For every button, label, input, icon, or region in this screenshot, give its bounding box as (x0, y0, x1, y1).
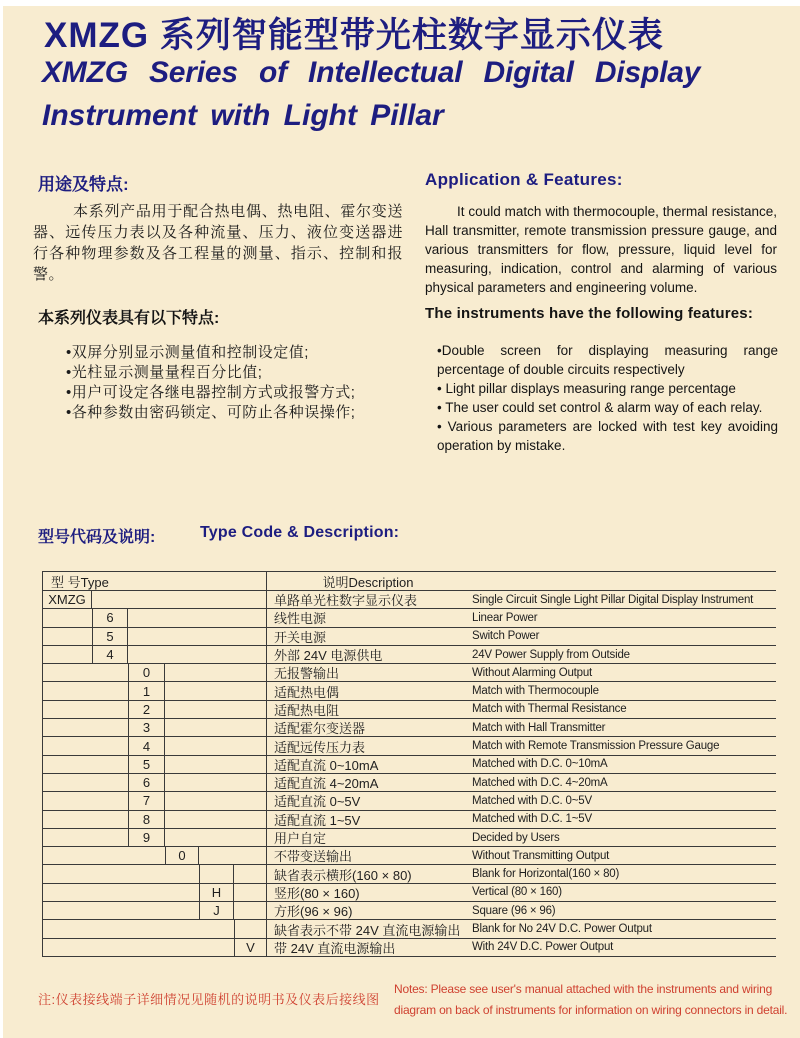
type-code-spacer (92, 884, 128, 901)
type-code-heading-chinese: 型号代码及说明: (38, 529, 156, 546)
type-code-spacer (234, 884, 266, 901)
description-cn-cell: 外部 24V 电源供电 (266, 646, 469, 663)
feature-item: •双屏分别显示测量值和控制设定值; (66, 344, 309, 361)
description-en-cell: Square (96 × 96) (472, 904, 556, 917)
type-code-spacer (43, 628, 92, 645)
type-code-spacer (43, 609, 92, 626)
description-en-cell: With 24V D.C. Power Output (472, 941, 614, 954)
description-en-cell: Matched with D.C. 1~5V (472, 813, 592, 826)
description-cn-cell: 线性电源 (266, 609, 469, 626)
type-code-cell: 8 (128, 811, 165, 828)
type-code-spacer (128, 628, 165, 645)
application-body-chinese: 本系列产品用于配合热电偶、热电阻、霍尔变送器、远传压力表以及各种流量、压力、液位变送器进行各种物理参数及各工程量的测量、指示、控制和报警。 (33, 203, 403, 283)
type-code-cell: XMZG (43, 591, 92, 608)
type-code-spacer (128, 865, 165, 882)
type-code-spacer (43, 884, 92, 901)
features-list-en (437, 341, 778, 455)
type-code-spacer (165, 774, 199, 791)
feature-item: • Various parameters are locked with test key avoiding operation by mistake. (437, 419, 778, 453)
type-code-spacer (199, 920, 234, 937)
description-cn-cell: 无报警输出 (266, 664, 469, 681)
type-code-cell: J (199, 902, 234, 919)
type-code-spacer (92, 664, 128, 681)
description-cn-cell: 缺省表示横形(160 × 80) (266, 865, 469, 882)
description-cn-cell: 开关电源 (266, 628, 469, 645)
description-en-cell: Matched with D.C. 0~10mA (472, 758, 608, 771)
type-code-spacer (199, 682, 234, 699)
type-code-spacer (92, 756, 128, 773)
type-code-spacer (165, 664, 199, 681)
type-code-spacer (128, 920, 165, 937)
type-code-cell (234, 920, 266, 937)
type-code-spacer (199, 756, 234, 773)
description-en-cell: Decided by Users (472, 831, 560, 844)
type-code-spacer (199, 939, 234, 956)
type-code-spacer (43, 719, 92, 736)
type-code-spacer (199, 774, 234, 791)
feature-item: •Double screen for displaying measuring range percentage of double circuits respectively (437, 343, 778, 377)
table-row (43, 719, 776, 737)
type-code-spacer (43, 774, 92, 791)
type-code-spacer (199, 591, 234, 608)
description-cn-cell: 适配直流 4~20mA (266, 774, 469, 791)
footer-note-english: Notes: Please see user's manual attached with the instruments and wiring diagram on back of instruments for information on wiring connectors in detail. (394, 982, 788, 1017)
type-code-spacer (199, 609, 234, 626)
description-en-cell: Matched with D.C. 0~5V (472, 794, 592, 807)
type-code-spacer (234, 792, 266, 809)
type-code-spacer (165, 829, 199, 846)
type-code-spacer (234, 737, 266, 754)
description-cn-cell: 竖形(80 × 160) (266, 884, 469, 901)
type-code-spacer (234, 591, 266, 608)
application-body-english: It could match with thermocouple, thermal resistance, Hall transmitter, remote transmission pressure gauge, and various transmitters for flow, pressure, liquid level for measuring, indication, control and alarming of various physical parameters and engineering volume. (425, 204, 777, 295)
type-code-spacer (92, 920, 128, 937)
type-code-spacer (234, 682, 266, 699)
description-cn-cell: 适配热电阻 (266, 701, 469, 718)
description-cn-cell: 适配霍尔变送器 (266, 719, 469, 736)
page-title-english-line1: XMZG Series of Intellectual Digital Display (42, 56, 701, 89)
type-code-spacer (234, 628, 266, 645)
type-code-spacer (43, 902, 92, 919)
page-title-chinese: XMZG 系列智能型带光柱数字显示仪表 (44, 16, 664, 55)
type-code-spacer (92, 591, 128, 608)
type-code-spacer (128, 902, 165, 919)
description-en-cell: 24V Power Supply from Outside (472, 648, 630, 661)
table-row (43, 737, 776, 755)
type-code-spacer (165, 884, 199, 901)
type-code-spacer (199, 737, 234, 754)
type-code-spacer (92, 737, 128, 754)
type-code-spacer (43, 920, 92, 937)
type-code-spacer (43, 865, 92, 882)
features-list-cn (66, 343, 396, 423)
type-code-spacer (128, 939, 165, 956)
description-en-cell: Match with Remote Transmission Pressure Gauge (472, 740, 720, 753)
type-code-spacer (128, 609, 165, 626)
footer-note-chinese: 注:仪表接线端子详细情况见随机的说明书及仪表后接线图 (38, 992, 380, 1007)
type-code-table (42, 571, 776, 957)
table-row (43, 811, 776, 829)
type-code-spacer (199, 646, 234, 663)
type-code-cell: 0 (165, 847, 199, 864)
table-row (43, 847, 776, 865)
type-code-cell: 3 (128, 719, 165, 736)
type-code-spacer (92, 939, 128, 956)
feature-item: • The user could set control & alarm way of each relay. (437, 400, 763, 415)
type-code-spacer (128, 884, 165, 901)
type-code-spacer (43, 811, 92, 828)
application-heading-english: Application & Features: (425, 170, 623, 189)
description-en-cell: Match with Thermal Resistance (472, 703, 627, 716)
type-code-spacer (165, 682, 199, 699)
type-code-spacer (234, 701, 266, 718)
type-code-spacer (128, 591, 165, 608)
type-code-spacer (165, 920, 199, 937)
table-row (43, 920, 776, 938)
table-row (43, 902, 776, 920)
type-code-spacer (234, 865, 266, 882)
type-code-spacer (165, 756, 199, 773)
type-code-spacer (43, 646, 92, 663)
type-code-spacer (92, 682, 128, 699)
table-row (43, 701, 776, 719)
description-cn-cell: 适配远传压力表 (266, 737, 469, 754)
type-code-spacer (43, 682, 92, 699)
table-row (43, 792, 776, 810)
type-code-cell: 6 (128, 774, 165, 791)
feature-item: •各种参数由密码锁定、可防止各种误操作; (66, 404, 356, 421)
type-code-cell: 5 (128, 756, 165, 773)
type-code-spacer (234, 829, 266, 846)
type-code-spacer (234, 756, 266, 773)
type-code-spacer (199, 719, 234, 736)
table-header-description: 说明Description (266, 572, 469, 590)
type-code-spacer (92, 865, 128, 882)
description-cn-cell: 适配直流 1~5V (266, 811, 469, 828)
table-row (43, 609, 776, 627)
table-row (43, 829, 776, 847)
description-cn-cell: 适配直流 0~5V (266, 792, 469, 809)
type-code-spacer (92, 701, 128, 718)
table-header-row (43, 572, 776, 591)
features-heading-english: The instruments have the following features: (425, 305, 754, 322)
type-code-cell: H (199, 884, 234, 901)
type-code-spacer (165, 865, 199, 882)
description-cn-cell: 适配热电偶 (266, 682, 469, 699)
type-code-spacer (43, 792, 92, 809)
type-code-spacer (43, 939, 92, 956)
type-code-spacer (165, 609, 199, 626)
type-code-spacer (165, 811, 199, 828)
description-en-cell: Match with Hall Transmitter (472, 721, 606, 734)
type-code-spacer (234, 811, 266, 828)
type-code-spacer (43, 829, 92, 846)
feature-item: •光柱显示测量量程百分比值; (66, 364, 263, 381)
description-cn-cell: 方形(96 × 96) (266, 902, 469, 919)
type-code-cell (199, 865, 234, 882)
description-cn-cell: 单路单光柱数字显示仪表 (266, 591, 469, 608)
table-row (43, 939, 776, 957)
type-code-cell: 5 (92, 628, 128, 645)
type-code-spacer (234, 646, 266, 663)
type-code-cell: 6 (92, 609, 128, 626)
description-cn-cell: 带 24V 直流电源输出 (266, 939, 469, 956)
type-code-cell: V (234, 939, 266, 956)
description-cn-cell: 用户自定 (266, 829, 469, 846)
type-code-spacer (92, 811, 128, 828)
type-code-spacer (234, 902, 266, 919)
type-code-spacer (43, 701, 92, 718)
table-row (43, 682, 776, 700)
type-code-spacer (165, 792, 199, 809)
type-code-spacer (199, 628, 234, 645)
type-code-spacer (165, 737, 199, 754)
type-code-spacer (92, 847, 128, 864)
type-code-spacer (165, 628, 199, 645)
type-code-spacer (199, 811, 234, 828)
features-heading-chinese: 本系列仪表具有以下特点: (38, 310, 220, 327)
description-en-cell: Linear Power (472, 611, 538, 624)
type-code-cell: 1 (128, 682, 165, 699)
type-code-spacer (234, 664, 266, 681)
type-code-spacer (165, 902, 199, 919)
type-code-spacer (199, 792, 234, 809)
type-code-spacer (43, 847, 92, 864)
type-code-spacer (128, 646, 165, 663)
description-en-cell: Match with Thermocouple (472, 685, 599, 698)
description-en-cell: Vertical (80 × 160) (472, 886, 562, 899)
type-code-cell: 0 (128, 664, 165, 681)
application-heading-chinese: 用途及特点: (38, 175, 129, 194)
type-code-spacer (199, 847, 234, 864)
type-code-spacer (234, 719, 266, 736)
type-code-spacer (234, 774, 266, 791)
type-code-spacer (92, 792, 128, 809)
type-code-spacer (43, 756, 92, 773)
type-code-spacer (43, 664, 92, 681)
description-cn-cell: 缺省表示不带 24V 直流电源输出 (266, 920, 469, 937)
table-row (43, 664, 776, 682)
type-code-cell: 9 (128, 829, 165, 846)
description-cn-cell: 适配直流 0~10mA (266, 756, 469, 773)
description-cn-cell: 不带变送输出 (266, 847, 469, 864)
table-row (43, 774, 776, 792)
type-code-spacer (165, 591, 199, 608)
page-title-english-line2: Instrument with Light Pillar (42, 99, 444, 132)
table-row (43, 884, 776, 902)
table-row (43, 591, 776, 609)
type-code-spacer (128, 847, 165, 864)
type-code-spacer (199, 701, 234, 718)
type-code-spacer (92, 829, 128, 846)
description-en-cell: Blank for Horizontal(160 × 80) (472, 868, 620, 881)
description-en-cell: Blank for No 24V D.C. Power Output (472, 922, 652, 935)
type-code-cell: 2 (128, 701, 165, 718)
description-en-cell: Single Circuit Single Light Pillar Digital Display Instrument (472, 593, 754, 606)
table-header-description-en-spacer (469, 572, 776, 590)
type-code-cell: 4 (92, 646, 128, 663)
description-en-cell: Without Transmitting Output (472, 849, 610, 862)
type-code-spacer (92, 774, 128, 791)
table-row (43, 628, 776, 646)
type-code-spacer (199, 829, 234, 846)
description-en-cell: Without Alarming Output (472, 666, 593, 679)
table-header-type: 型 号Type (51, 574, 109, 590)
type-code-spacer (165, 719, 199, 736)
type-code-spacer (165, 939, 199, 956)
type-code-heading-english: Type Code & Description: (200, 524, 400, 541)
table-row (43, 646, 776, 664)
type-code-spacer (234, 609, 266, 626)
type-code-spacer (165, 646, 199, 663)
table-row (43, 865, 776, 883)
type-code-spacer (199, 664, 234, 681)
description-en-cell: Matched with D.C. 4~20mA (472, 776, 608, 789)
type-code-spacer (43, 737, 92, 754)
type-code-spacer (234, 847, 266, 864)
feature-item: •用户可设定各继电器控制方式或报警方式; (66, 384, 356, 401)
type-code-spacer (92, 719, 128, 736)
description-en-cell: Switch Power (472, 630, 540, 643)
type-code-spacer (92, 902, 128, 919)
type-code-spacer (165, 701, 199, 718)
type-code-cell: 7 (128, 792, 165, 809)
feature-item: • Light pillar displays measuring range percentage (437, 381, 736, 396)
type-code-cell: 4 (128, 737, 165, 754)
table-row (43, 756, 776, 774)
